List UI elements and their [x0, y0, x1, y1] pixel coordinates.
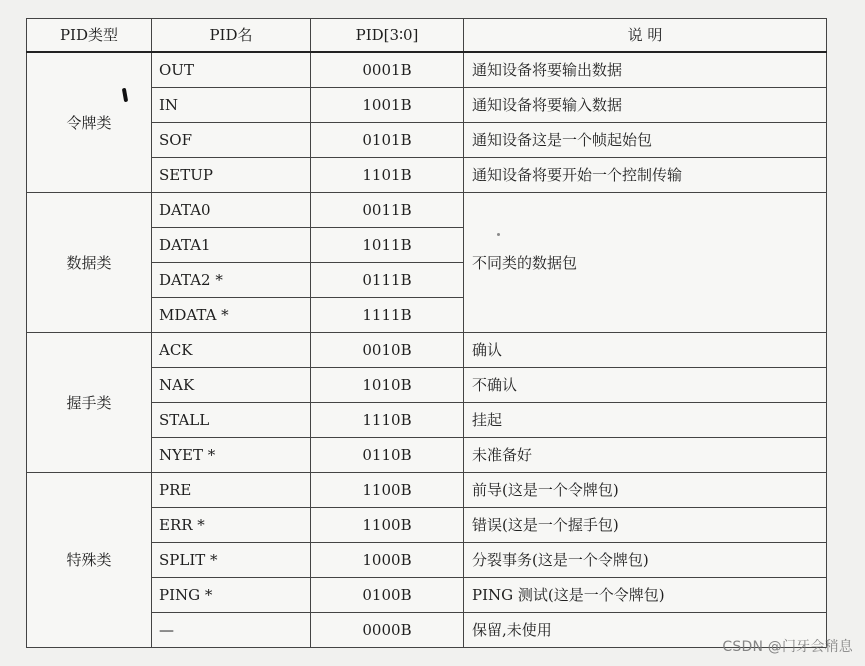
group-label-token: 令牌类: [27, 52, 152, 193]
pid-code-cell: 1011B: [311, 228, 464, 263]
pid-description-cell: 通知设备这是一个帧起始包: [464, 123, 827, 158]
group-label-data: 数据类: [27, 193, 152, 333]
pid-code-cell: 0000B: [311, 613, 464, 648]
pid-name-cell: ERR *: [152, 508, 311, 543]
pid-name-cell: PRE: [152, 473, 311, 508]
pid-name-cell: —: [152, 613, 311, 648]
pid-code-cell: 1100B: [311, 508, 464, 543]
pid-code-cell: 0001B: [311, 52, 464, 88]
pid-code-cell: 1001B: [311, 88, 464, 123]
pid-code-cell: 0111B: [311, 263, 464, 298]
pid-code-cell: 0101B: [311, 123, 464, 158]
pid-description-cell: 通知设备将要输出数据: [464, 52, 827, 88]
pid-name-cell: MDATA *: [152, 298, 311, 333]
pid-code-cell: 1110B: [311, 403, 464, 438]
pid-name-cell: ACK: [152, 333, 311, 368]
pid-description-cell: 错误(这是一个握手包): [464, 508, 827, 543]
pid-description-cell-shared: 不同类的数据包: [464, 193, 827, 333]
pid-description-cell: 前导(这是一个令牌包): [464, 473, 827, 508]
pid-description-cell: PING 测试(这是一个令牌包): [464, 578, 827, 613]
pid-description-cell: 通知设备将要输入数据: [464, 88, 827, 123]
pid-code-cell: 0010B: [311, 333, 464, 368]
pid-code-cell: 1100B: [311, 473, 464, 508]
pid-name-cell: SETUP: [152, 158, 311, 193]
pid-code-cell: 1010B: [311, 368, 464, 403]
group-label-handshake: 握手类: [27, 333, 152, 473]
pid-description-cell: 未准备好: [464, 438, 827, 473]
pid-name-cell: DATA0: [152, 193, 311, 228]
ink-speck: [497, 233, 500, 236]
table-row: [27, 193, 827, 228]
pid-code-cell: 0110B: [311, 438, 464, 473]
pid-code-cell: 1111B: [311, 298, 464, 333]
pid-name-cell: DATA2 *: [152, 263, 311, 298]
table-header-row: [27, 19, 827, 53]
pid-code-cell: 1101B: [311, 158, 464, 193]
table-row: [27, 473, 827, 508]
pid-description-cell: 保留,未使用: [464, 613, 827, 648]
table-row: [27, 52, 827, 88]
pid-code-cell: 1000B: [311, 543, 464, 578]
header-description: 说 明: [464, 19, 827, 53]
pid-description-cell: 确认: [464, 333, 827, 368]
pid-name-cell: DATA1: [152, 228, 311, 263]
pid-description-cell: 不确认: [464, 368, 827, 403]
pid-name-cell: PING *: [152, 578, 311, 613]
csdn-watermark: CSDN @门牙会稍息: [722, 639, 853, 655]
pid-name-cell: OUT: [152, 52, 311, 88]
pid-name-cell: NYET *: [152, 438, 311, 473]
pid-name-cell: IN: [152, 88, 311, 123]
pid-name-cell: SPLIT *: [152, 543, 311, 578]
pid-name-cell: SOF: [152, 123, 311, 158]
pid-description-cell: 通知设备将要开始一个控制传输: [464, 158, 827, 193]
table-row: [27, 333, 827, 368]
pid-table: [26, 18, 827, 648]
pid-description-cell: 挂起: [464, 403, 827, 438]
header-pid-code: PID[3∶0]: [311, 19, 464, 53]
pid-code-cell: 0011B: [311, 193, 464, 228]
pid-description-cell: 分裂事务(这是一个令牌包): [464, 543, 827, 578]
pid-code-cell: 0100B: [311, 578, 464, 613]
header-pid-type: PID类型: [27, 19, 152, 53]
group-label-special: 特殊类: [27, 473, 152, 648]
pid-name-cell: NAK: [152, 368, 311, 403]
pid-name-cell: STALL: [152, 403, 311, 438]
header-pid-name: PID名: [152, 19, 311, 53]
